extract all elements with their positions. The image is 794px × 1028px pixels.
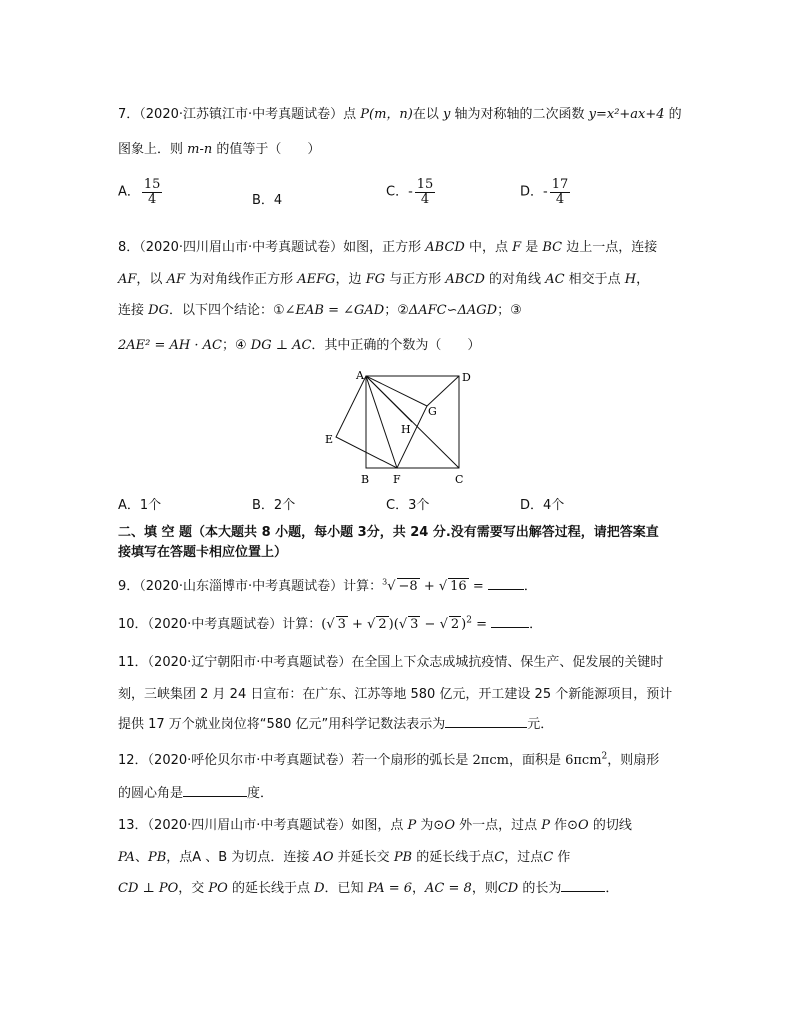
q11-line2: 刻，三峡集团 2 月 24 日宣布：在广东、江苏等地 580 亿元，开工建设 25 个新能源项目，预计 — [118, 687, 673, 702]
q7-mn: m-n — [187, 142, 213, 157]
option-label: A． — [118, 184, 140, 200]
q8-text: ， — [636, 272, 650, 287]
option-label: D． — [520, 184, 544, 200]
radicand: 3 — [410, 617, 419, 632]
q12-area: 6πcm — [565, 753, 602, 768]
label-b: B — [361, 473, 370, 486]
q13-math: CD ⊥ PO — [118, 881, 179, 896]
q8-text: ．以下四个结论：① — [168, 303, 285, 318]
q13-given-pa: PA = 6 — [367, 881, 413, 896]
q13-text: 为⊙ — [416, 818, 445, 833]
exponent: 2 — [601, 751, 608, 762]
q8-math: DG — [148, 303, 169, 318]
q8-option-a[interactable]: A．1个 — [118, 498, 162, 513]
q8-math: BC — [542, 240, 563, 255]
q13-text: 的长为 — [518, 881, 562, 896]
fraction-numerator: 17 — [551, 177, 569, 192]
fraction-numerator: 15 — [416, 177, 434, 192]
label-a: A — [356, 369, 364, 382]
exponent: 2 — [466, 615, 472, 626]
q13-text: 的切线 — [588, 818, 632, 833]
q8-text: ，以 — [136, 272, 167, 287]
q13-text: 并延长交 — [333, 850, 394, 865]
q13-math: P — [407, 818, 417, 833]
q7-prefix: 7．（2020·江苏镇江市·中考真题试卷）点 — [118, 107, 361, 122]
answer-blank[interactable] — [488, 589, 524, 590]
radicand: 16 — [450, 579, 467, 594]
q13-text: 的延长线于点 — [227, 881, 315, 896]
q13-math: O — [444, 818, 455, 833]
q7-line2 — [118, 138, 320, 157]
q9 — [118, 575, 537, 594]
q13-math: O — [578, 818, 589, 833]
q7-line1 — [118, 103, 682, 122]
q13-text: 作⊙ — [550, 818, 579, 833]
radical-sign: √ — [367, 617, 376, 632]
q10 — [118, 613, 542, 632]
q13-math: PB — [393, 850, 413, 865]
q13-math: PA — [118, 850, 135, 865]
q11-text: 提供 17 万个就业岗位将“580 亿元”用科学记数法表示为 — [118, 717, 446, 732]
q7-axis: y — [443, 107, 451, 122]
q8-math: FG — [365, 272, 386, 287]
q8-math: AF — [166, 272, 185, 287]
q10-text: 10．（2020·中考真题试卷）计算： — [118, 617, 322, 632]
q8-text: 与正方形 — [385, 272, 446, 287]
q8-text: 8．（2020·四川眉山市·中考真题试卷）如图，正方形 — [118, 240, 426, 255]
q13-text: 外一点，过点 — [454, 818, 542, 833]
q11-line1: 11．（2020·辽宁朝阳市·中考真题试卷）在全国上下众志成城抗疫情、保生产、促发展的关键时 — [118, 655, 664, 670]
q8-line4 — [118, 334, 480, 353]
answer-blank[interactable] — [445, 727, 527, 728]
cube-root-index: 3 — [382, 577, 388, 587]
answer-blank[interactable] — [183, 796, 247, 797]
radicand: −8 — [398, 579, 418, 594]
q7-option-c[interactable] — [386, 178, 437, 206]
radicand: 3 — [337, 617, 346, 632]
q7-text: 的 — [664, 107, 682, 122]
q11-line3 — [118, 713, 553, 732]
q8-text: 的对角线 — [484, 272, 546, 287]
q10-paren: ) — [461, 617, 467, 632]
q8-line3 — [118, 299, 522, 318]
q9-text: ． — [523, 579, 537, 594]
q7-text: 的值等于（ ） — [212, 142, 321, 157]
q13-math: C — [494, 850, 505, 865]
q13-text: ，则 — [471, 881, 498, 896]
fraction-denominator: 4 — [420, 191, 430, 207]
q8-conclusion-4: DG ⊥ AC — [250, 338, 312, 353]
q8-text: 中，点 — [464, 240, 513, 255]
q7-text: 在以 — [412, 107, 443, 122]
q8-line1 — [118, 236, 657, 255]
q12-line1 — [118, 749, 659, 768]
label-e: E — [325, 433, 334, 446]
q8-conclusion-2: ΔAFC∽ΔAGD — [408, 303, 498, 318]
q8-option-b[interactable]: B．2个 — [252, 498, 296, 513]
fraction-denominator: 4 — [555, 191, 565, 207]
option-sign: - — [543, 184, 548, 200]
q8-text: 边上一点，连接 — [562, 240, 658, 255]
q10-op: + — [347, 617, 368, 632]
q8-conclusion-1: ∠EAB = ∠GAD — [284, 303, 385, 318]
option-label: C． — [386, 184, 409, 200]
q12-text: ，则扇形 — [607, 753, 660, 768]
q13-math: AO — [313, 850, 334, 865]
q9-op: = — [468, 579, 488, 594]
radical-sign: √ — [438, 579, 448, 594]
q9-text: 9．（2020·山东淄博市·中考真题试卷）计算： — [118, 579, 383, 594]
q13-text: ． — [605, 881, 619, 896]
q13-text: ．已知 — [324, 881, 368, 896]
label-g: G — [428, 405, 437, 418]
q13-math: D — [314, 881, 325, 896]
q8-math: F — [512, 240, 522, 255]
option-sign: - — [408, 184, 413, 200]
label-f: F — [393, 473, 401, 486]
section-heading-line2: 接填写在答题卡相应位置上） — [118, 545, 288, 560]
q7-function: y=x²+ax+4 — [588, 107, 665, 122]
q12-text: ，面积是 — [508, 753, 566, 768]
segment-ah — [366, 376, 412, 422]
q8-line2 — [118, 268, 649, 287]
q13-text: ，点A 、B 为切点．连接 — [166, 850, 314, 865]
q12-text: 12．（2020·呼伦贝尔市·中考真题试卷）若一个扇形的弧长是 — [118, 753, 473, 768]
q13-given-ac: AC = 8 — [425, 881, 472, 896]
q13-text: ， — [412, 881, 426, 896]
radical-sign: √ — [387, 579, 396, 594]
q8-option-d[interactable]: D．4个 — [520, 498, 565, 513]
q13-math: C — [543, 850, 554, 865]
q9-op: + — [419, 579, 439, 594]
q13-line2 — [118, 846, 570, 865]
q13-math: PB — [147, 850, 167, 865]
q8-text: 是 — [521, 240, 543, 255]
q8-option-c[interactable]: C．3个 — [386, 498, 430, 513]
answer-blank[interactable] — [561, 891, 605, 892]
q13-line3 — [118, 877, 618, 896]
q8-math: ABCD — [445, 272, 485, 287]
q7-point: P(m，n) — [360, 107, 413, 122]
q8-text: ；③ — [497, 303, 522, 318]
answer-blank[interactable] — [491, 627, 529, 628]
q13-text: ，交 — [178, 881, 209, 896]
q10-op: − — [420, 617, 440, 632]
radical-sign: √ — [398, 617, 408, 632]
q10-paren: )( — [388, 617, 399, 632]
q13-text: 、 — [134, 850, 148, 865]
q13-text: ，过点 — [504, 850, 544, 865]
option-label: B．4 — [252, 193, 283, 208]
q7-text: 图象上．则 — [118, 142, 188, 157]
q13-text: 13．（2020·四川眉山市·中考真题试卷）如图，点 — [118, 818, 408, 833]
section-heading: 二、填 空 题（本大题共 8 小题，每小题 3分，共 24 分.没有需要写出解答过程，请把答案直 — [118, 525, 659, 540]
q13-math: PO — [208, 881, 228, 896]
q13-math: CD — [497, 881, 519, 896]
q13-line1 — [118, 814, 632, 833]
q8-text: ；④ — [221, 338, 251, 353]
q8-conclusion-3: 2AE² = AH · AC — [118, 338, 222, 353]
q10-op: = — [471, 617, 492, 632]
radical-sign: √ — [326, 617, 335, 632]
q8-math: AC — [545, 272, 565, 287]
label-h: H — [401, 423, 411, 436]
q8-text: 相交于点 — [564, 272, 625, 287]
q8-geometry-figure — [318, 364, 478, 488]
q13-text: 的延长线于点 — [412, 850, 495, 865]
q11-text: 元． — [527, 717, 554, 732]
radicand: 2 — [378, 617, 387, 632]
q8-math: AF — [118, 272, 137, 287]
q12-arc-length: 2πcm — [472, 753, 509, 768]
q13-math: P — [541, 818, 550, 833]
q12-line2 — [118, 782, 273, 801]
q8-text: ；② — [384, 303, 409, 318]
q10-paren: ( — [321, 617, 327, 632]
q8-text: ，边 — [335, 272, 366, 287]
q8-math: H — [624, 272, 637, 287]
q8-text: ．其中正确的个数为（ ） — [311, 338, 481, 353]
fraction — [550, 178, 571, 206]
q7-option-a[interactable] — [118, 178, 164, 206]
label-d: D — [462, 371, 471, 384]
label-c: C — [455, 473, 464, 486]
radicand: 2 — [450, 617, 460, 632]
q12-text: 的圆心角是 — [118, 786, 184, 801]
q8-text: 为对角线作正方形 — [184, 272, 298, 287]
radical-sign: √ — [439, 617, 448, 632]
q7-option-b[interactable] — [252, 189, 282, 208]
q12-text: 度． — [247, 786, 274, 801]
q7-text: 轴为对称轴的二次函数 — [450, 107, 589, 122]
q13-text: 作 — [553, 850, 571, 865]
q8-text: 连接 — [118, 303, 149, 318]
segment-dg — [427, 376, 459, 406]
fraction-denominator: 4 — [148, 191, 157, 207]
q8-math: AEFG — [297, 272, 336, 287]
fraction — [142, 178, 163, 206]
q8-math: ABCD — [425, 240, 465, 255]
q7-option-d[interactable] — [520, 178, 572, 206]
fraction-numerator: 15 — [143, 177, 161, 192]
q10-text: ． — [529, 617, 543, 632]
fraction — [415, 178, 436, 206]
